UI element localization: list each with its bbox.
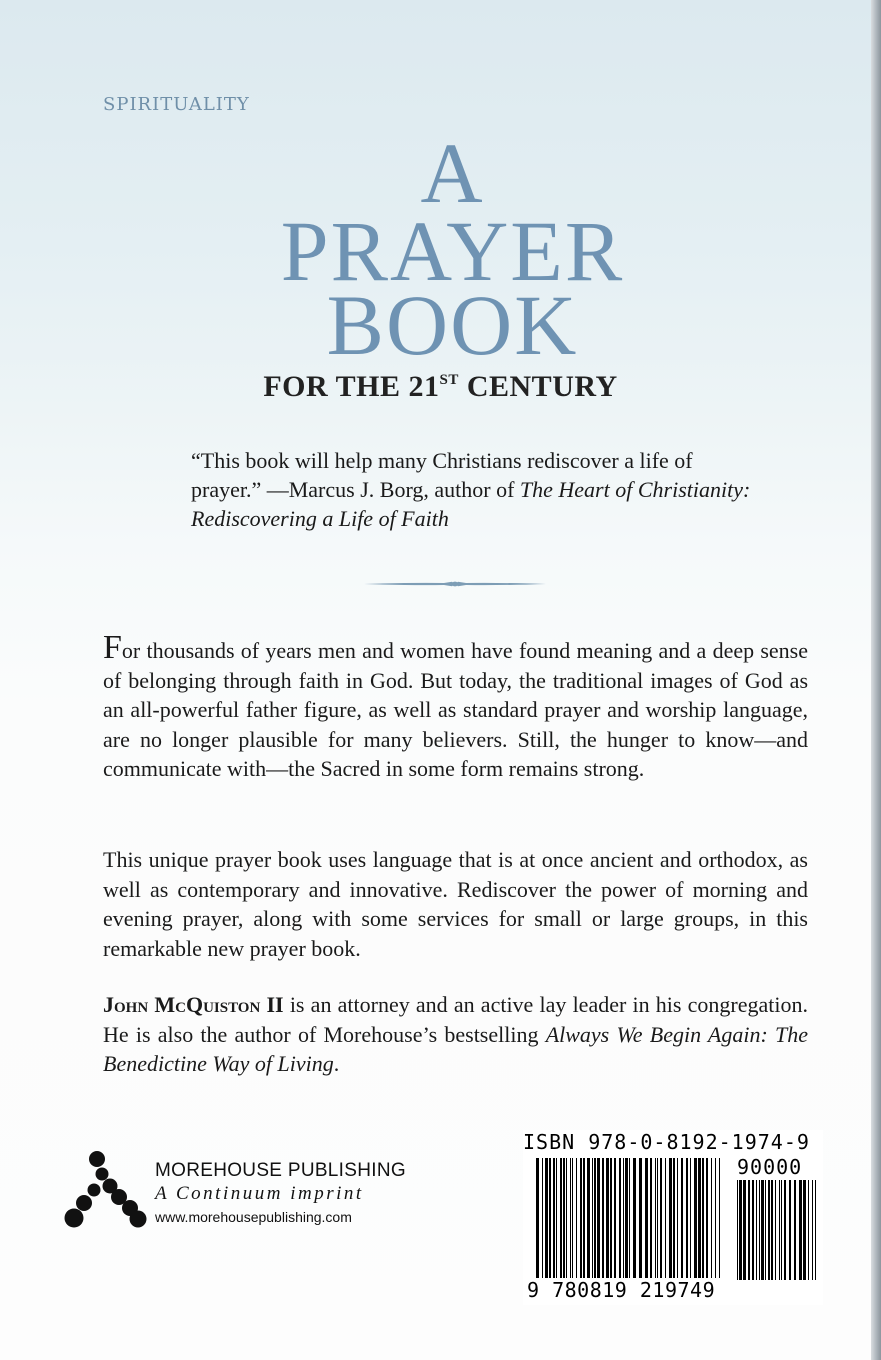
barcode-bar (779, 1180, 780, 1280)
barcode-bar (660, 1158, 662, 1278)
subtitle-post: CENTURY (458, 370, 618, 403)
barcode-bar (563, 1158, 565, 1278)
barcode-bar (542, 1158, 543, 1278)
barcode-bar (614, 1158, 616, 1278)
publisher-name: MOREHOUSE PUBLISHING (155, 1160, 406, 1181)
barcode-bar (765, 1180, 766, 1280)
description-paragraph-1 (103, 629, 808, 784)
barcode-bar (698, 1158, 701, 1278)
barcode-bar (752, 1180, 754, 1280)
subtitle-pre: FOR THE 21 (263, 370, 440, 403)
barcode-bar (556, 1158, 557, 1278)
barcode-bar (768, 1180, 770, 1280)
barcode-bar (775, 1180, 776, 1280)
isbn-number: ISBN 978-0-8192-1974-9 (523, 1130, 810, 1154)
barcode-bar (570, 1158, 571, 1278)
barcode-bar (619, 1158, 621, 1278)
barcode-bar (594, 1158, 596, 1278)
barcode-bar (592, 1158, 593, 1278)
barcode-bar (587, 1158, 590, 1278)
ean-barcode (536, 1158, 726, 1278)
barcode-bar (597, 1158, 600, 1278)
barcode-bar (580, 1158, 582, 1278)
barcode-bar (545, 1158, 548, 1278)
category-label: SPIRITUALITY (103, 94, 250, 115)
quote-text: “This book will help many Christians rediscover a life of prayer.” —Marcus J. Borg, author of (191, 448, 693, 502)
author-bio (103, 990, 808, 1079)
barcode-bar (799, 1180, 802, 1280)
barcode-bar (625, 1158, 628, 1278)
barcode-bar (808, 1180, 809, 1280)
barcode-bar (771, 1180, 773, 1280)
ean-number: 9 780819 219749 (527, 1278, 716, 1302)
barcode-bar (665, 1158, 666, 1278)
price-code: 90000 (737, 1155, 803, 1179)
barcode-bar (655, 1158, 656, 1278)
barcode-bar (566, 1158, 567, 1278)
barcode-bar (681, 1158, 683, 1278)
ornament-divider-icon (364, 578, 546, 590)
barcode-bar (702, 1158, 704, 1278)
barcode-bar (803, 1180, 806, 1280)
author-name: John McQuiston II (103, 992, 284, 1017)
barcode-bar (677, 1158, 678, 1278)
barcode-bar (673, 1158, 675, 1278)
subtitle-superscript: ST (439, 372, 459, 388)
barcode-bar (576, 1158, 577, 1278)
barcode-bar (719, 1158, 720, 1278)
quote-book-title: The Heart of Christianity: Rediscovering a Life of Faith (191, 477, 751, 531)
barcode-bar (645, 1158, 648, 1278)
author-bio-text: is an attorney and an active lay leader in his congregation. He is also the author of Morehouse’s bestselling (103, 992, 808, 1047)
barcode-bar (739, 1180, 742, 1280)
title-line-1: A (420, 125, 485, 221)
title-line-3: BOOK (326, 277, 579, 373)
barcode-bar (572, 1158, 573, 1278)
barcode-bar (756, 1180, 757, 1280)
barcode-bar (553, 1158, 555, 1278)
barcode-bar (761, 1180, 764, 1280)
barcode-bar (748, 1180, 750, 1280)
publisher-block (155, 1160, 406, 1225)
barcode-bar (583, 1158, 585, 1278)
barcode-bar (711, 1158, 712, 1278)
barcode-bar (560, 1158, 562, 1278)
barcode-bar (623, 1158, 624, 1278)
barcode-bar (715, 1158, 716, 1278)
barcode-bar (633, 1158, 636, 1278)
barcode-bar (781, 1180, 782, 1280)
barcode-bar (602, 1158, 604, 1278)
barcode-bar (690, 1158, 691, 1278)
barcode-bar (606, 1158, 609, 1278)
barcode-bar (650, 1158, 652, 1278)
barcode-bar (706, 1158, 708, 1278)
title-line-2: PRAYER (280, 203, 625, 299)
barcode-bar (549, 1158, 551, 1278)
price-addon-barcode (737, 1180, 821, 1280)
barcode-bar (610, 1158, 612, 1278)
endorsement-quote (191, 446, 751, 533)
barcode-bar (815, 1180, 816, 1280)
barcode-bar (812, 1180, 813, 1280)
barcode-bar (629, 1158, 630, 1278)
barcode-bar (794, 1180, 796, 1280)
description-paragraph-2: This unique prayer book uses language that is at once ancient and orthodox, as well as contemporary and innovative. Rediscover the power of morning and evening prayer, along with some services for small or large groups, in this remarkable new prayer book. (103, 847, 808, 961)
barcode-bar (784, 1180, 786, 1280)
author-book-title: Always We Begin Again: The Benedictine Way of Living (103, 1021, 808, 1076)
barcode-bar (686, 1158, 688, 1278)
author-bio-end: . (333, 1051, 340, 1076)
barcode-bar (789, 1180, 791, 1280)
drop-cap: F (103, 629, 122, 666)
publisher-url: www.morehousepublishing.com (155, 1209, 352, 1225)
barcode-bar (657, 1158, 658, 1278)
subtitle (0, 370, 881, 404)
barcode-bar (694, 1158, 697, 1278)
publisher-imprint: A Continuum imprint (155, 1183, 364, 1204)
paragraph-1-text: or thousands of years men and women have found meaning and a deep sense of belonging through faith in God. But today, the traditional images of God as an all-powerful father figure, as well as standard prayer and worship language, are no longer plausible for many believers. Still, the hunger to know—and communicate with—the Sacred in some form remains strong. (103, 638, 808, 781)
publisher-logo-icon (62, 1150, 148, 1230)
barcode-bar (743, 1180, 746, 1280)
barcode-bar (737, 1180, 738, 1280)
barcode-bar (669, 1158, 672, 1278)
barcode-bar (639, 1158, 642, 1278)
barcode-bar (759, 1180, 760, 1280)
barcode-bar (536, 1158, 539, 1278)
